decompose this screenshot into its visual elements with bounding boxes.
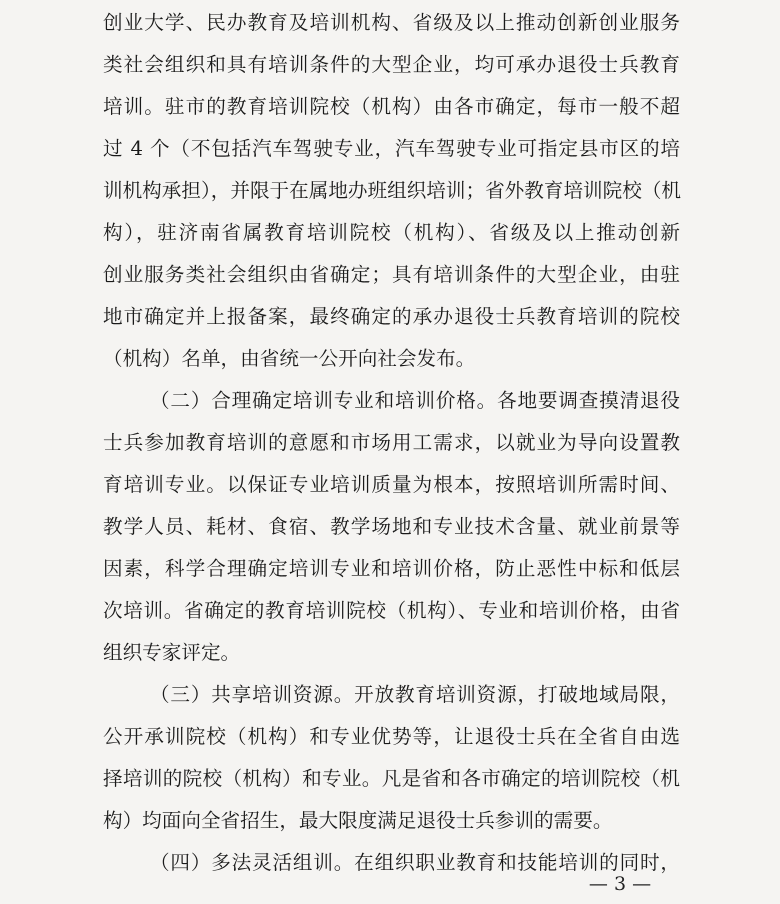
text-line: 创业大学、民办教育及培训机构、省级及以上推动创新创业服务 — [103, 11, 680, 34]
text-line: 构），驻济南省属教育培训院校（机构）、省级及以上推动创新 — [103, 221, 680, 244]
text-line: 创业服务类社会组织由省确定；具有培训条件的大型企业，由驻 — [103, 263, 680, 286]
text-line: （机构）名单，由省统一公开向社会发布。 — [103, 347, 476, 370]
text-line: 类社会组织和具有培训条件的大型企业，均可承办退役士兵教育 — [103, 53, 680, 76]
page-number: — 3 — — [588, 873, 652, 895]
section-heading-line: （四）多法灵活组训。在组织职业教育和技能培训的同时， — [150, 851, 680, 874]
text-line: 地市确定并上报备案，最终确定的承办退役士兵教育培训的院校 — [103, 305, 680, 328]
text-line: 组织专家评定。 — [103, 641, 241, 664]
text-line: 育培训专业。以保证专业培训质量为根本，按照培训所需时间、 — [103, 473, 680, 496]
section-heading-line: （三）共享培训资源。开放教育培训资源，打破地域局限， — [150, 683, 680, 706]
text-line: 因素，科学合理确定培训专业和培训价格，防止恶性中标和低层 — [103, 557, 680, 580]
text-line: 训机构承担），并限于在属地办班组织培训；省外教育培训院校（机 — [103, 179, 682, 202]
text-line: 公开承训院校（机构）和专业优势等，让退役士兵在全省自由选 — [103, 725, 680, 748]
text-line: 士兵参加教育培训的意愿和市场用工需求，以就业为导向设置教 — [103, 431, 680, 454]
text-line: 构）均面向全省招生，最大限度满足退役士兵参训的需要。 — [103, 809, 613, 832]
text-line: 教学人员、耗材、食宿、教学场地和专业技术含量、就业前景等 — [103, 515, 680, 538]
text-line: 择培训的院校（机构）和专业。凡是省和各市确定的培训院校（机 — [103, 767, 680, 790]
text-line: 培训。驻市的教育培训院校（机构）由各市确定，每市一般不超 — [103, 95, 680, 118]
section-heading-line: （二）合理确定培训专业和培训价格。各地要调查摸清退役 — [150, 389, 680, 412]
text-line: 过 4 个（不包括汽车驾驶专业，汽车驾驶专业可指定县市区的培 — [103, 137, 680, 160]
text-line: 次培训。省确定的教育培训院校（机构）、专业和培训价格，由省 — [103, 599, 680, 622]
